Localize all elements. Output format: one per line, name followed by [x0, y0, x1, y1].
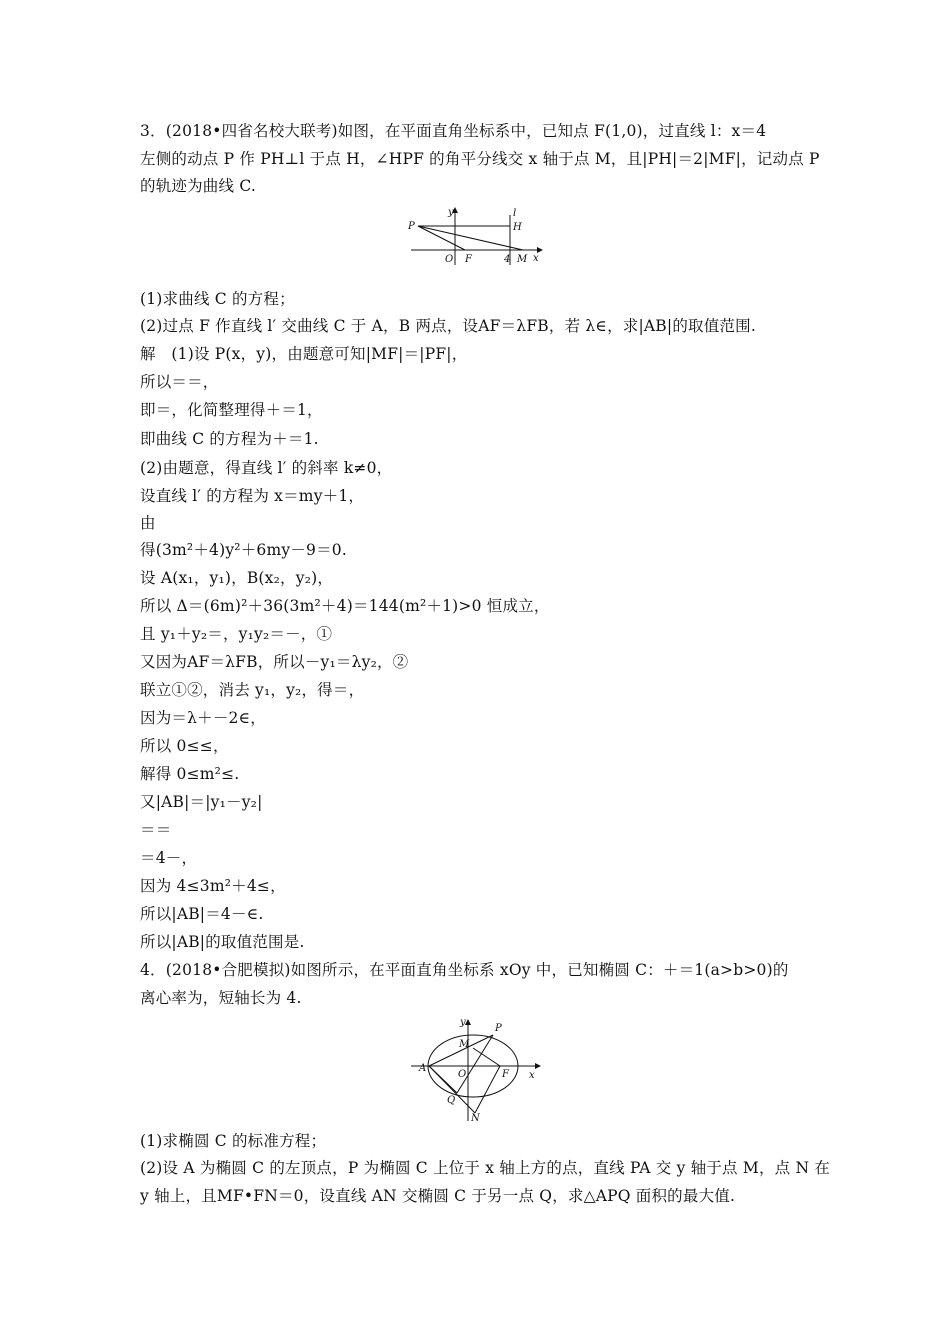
p3-line-22: 因为 4≤3m²＋4≤，: [140, 877, 286, 895]
p3-line-12: 所以 Δ＝(6m)²＋36(3m²＋4)＝144(m²＋1)>0 恒成立，: [140, 597, 550, 615]
p4-figure: [405, 1013, 555, 1123]
p4-stem-line-2: 离心率为，短轴长为 4.: [140, 989, 302, 1007]
p3-line-1: (1)求曲线 C 的方程；: [140, 290, 295, 308]
p4-fig-label-P: P: [495, 1023, 502, 1034]
p3-line-23: 所以|AB|＝4－∈.: [140, 905, 264, 923]
p3-fig-label-M: M: [517, 254, 528, 265]
p3-figure: [405, 205, 555, 267]
p3-line-24: 所以|AB|的取值范围是.: [140, 933, 305, 951]
p3-line-19: 又|AB|＝|y₁－y₂|: [140, 793, 263, 811]
p3-fig-label-4: 4: [504, 254, 511, 265]
p3-line-13: 且 y₁＋y₂＝，y₁y₂＝－，①: [140, 625, 333, 643]
p4-fig-label-O: O: [458, 1069, 467, 1080]
p3-line-10: 得(3m²＋4)y²＋6my－9＝0.: [140, 541, 347, 559]
p3-fig-label-O: O: [445, 254, 454, 265]
p3-line-4: 所以＝＝，: [140, 373, 219, 391]
p4-fig-label-F: F: [502, 1069, 509, 1080]
p4-fig-label-N: N: [471, 1113, 480, 1123]
p4-line-3: y 轴上，且MF•FN＝0，设直线 AN 交椭圆 C 于另一点 Q，求△APQ 面积的最大值.: [140, 1187, 736, 1205]
p4-fig-label-Q: Q: [447, 1095, 456, 1106]
p3-fig-label-P: P: [408, 221, 415, 232]
p3-line-5: 即＝，化简整理得＋＝1，: [140, 401, 323, 419]
p3-line-8: 设直线 l′ 的方程为 x＝my＋1，: [140, 487, 365, 505]
p4-fig-label-x: x: [529, 1070, 535, 1081]
p4-fig-label-M: M: [459, 1039, 470, 1050]
p3-fig-label-H: H: [513, 222, 522, 233]
p3-fig-label-l: l: [513, 208, 517, 219]
p3-fig-label-F: F: [465, 254, 472, 265]
p4-line-2: (2)设 A 为椭圆 C 的左顶点，P 为椭圆 C 上位于 x 轴上方的点，直线 PA 交 y 轴于点 M，点 N 在: [140, 1159, 831, 1177]
p3-fig-label-x: x: [533, 253, 539, 264]
p4-stem-line-1: 4．(2018•合肥模拟)如图所示，在平面直角坐标系 xOy 中，已知椭圆 C：＋＝1(a>b>0)的: [140, 961, 789, 979]
p3-line-18: 解得 0≤m²≤.: [140, 765, 240, 783]
p3-line-11: 设 A(x₁，y₁)，B(x₂，y₂)，: [140, 569, 334, 587]
p3-line-6: 即曲线 C 的方程为＋＝1.: [140, 430, 319, 448]
p3-line-3: 解 (1)设 P(x，y)，由题意可知|MF|＝|PF|，: [140, 345, 468, 363]
p3-line-21: ＝4－，: [140, 849, 198, 867]
p3-line-15: 联立①②，消去 y₁，y₂，得＝，: [140, 681, 365, 699]
p3-line-20: ＝＝: [140, 821, 172, 839]
p4-line-1: (1)求椭圆 C 的标准方程；: [140, 1132, 327, 1150]
p3-line-16: 因为＝λ＋－2∈，: [140, 709, 266, 727]
p3-line-9: 由: [140, 514, 156, 532]
p3-stem-line-3: 的轨迹为曲线 C.: [140, 177, 256, 195]
p3-fig-label-y: y: [448, 207, 454, 218]
p3-stem-line-2: 左侧的动点 P 作 PH⊥l 于点 H，∠HPF 的角平分线交 x 轴于点 M，且|PH|＝2|MF|，记动点 P: [140, 150, 820, 168]
p3-line-14: 又因为AF＝λFB，所以－y₁＝λy₂，②: [140, 653, 409, 671]
p4-fig-label-A: A: [419, 1063, 427, 1074]
p4-fig-label-y: y: [460, 1017, 466, 1028]
p3-line-17: 所以 0≤≤，: [140, 737, 229, 755]
p3-line-2: (2)过点 F 作直线 l′ 交曲线 C 于 A，B 两点，设AF＝λFB，若 λ∈，求|AB|的取值范围.: [140, 317, 756, 335]
p3-stem-line-1: 3．(2018•四省名校大联考)如图，在平面直角坐标系中，已知点 F(1,0)，过直线 l：x＝4: [140, 122, 767, 140]
p3-line-7: (2)由题意，得直线 l′ 的斜率 k≠0，: [140, 459, 393, 477]
